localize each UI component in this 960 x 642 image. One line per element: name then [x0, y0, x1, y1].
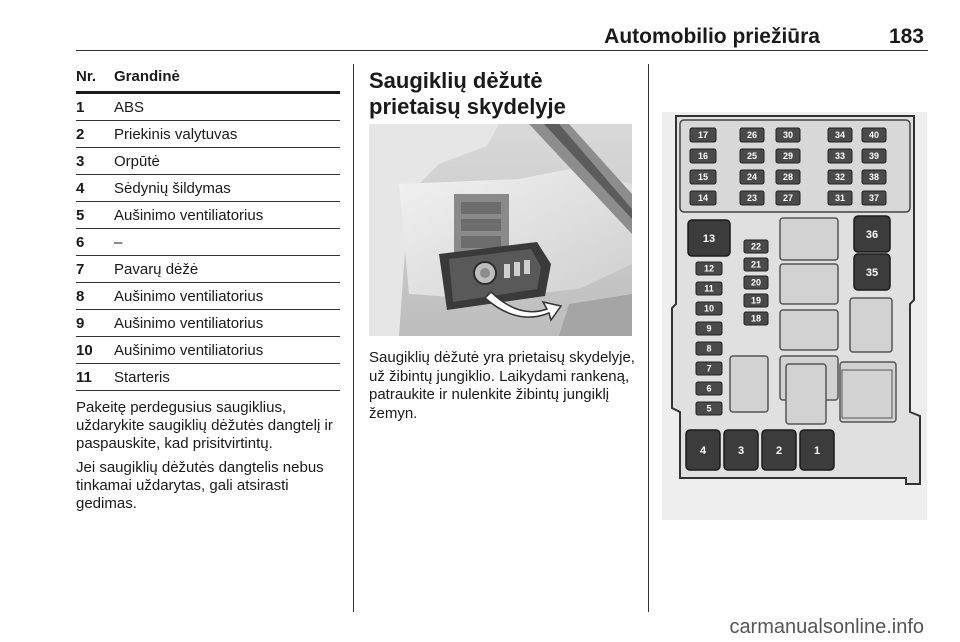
circuit-name: Pavarų dėžė [114, 256, 340, 283]
fuse-label: 22 [750, 241, 762, 252]
fuse-table [76, 66, 340, 391]
table-row [76, 93, 340, 121]
empty-slot [730, 356, 768, 412]
circuit-name: Orpūtė [114, 148, 340, 175]
relay-label: 36 [865, 228, 879, 241]
fuse-label: 33 [834, 150, 846, 161]
fuse-number: 5 [76, 202, 114, 229]
table-row [76, 121, 340, 148]
section-title: Saugiklių dėžutė prietaisų skydelyje [369, 68, 566, 119]
column-divider-right [648, 64, 649, 612]
circuit-name: – [114, 229, 340, 256]
fuse-label: 19 [750, 295, 762, 306]
fuse-label: 31 [834, 192, 846, 203]
relay-label: 35 [865, 266, 879, 279]
table-row [76, 175, 340, 202]
circuit-name: Aušinimo ventiliatorius [114, 310, 340, 337]
fuse-label: 25 [746, 150, 758, 161]
fuse-table-header [76, 66, 340, 93]
fuse-table-body [76, 93, 340, 391]
fuse-label: 8 [706, 343, 712, 354]
table-row [76, 229, 340, 256]
table-row [76, 337, 340, 364]
fuse-label: 37 [868, 192, 880, 203]
circuit-name: Sėdynių šildymas [114, 175, 340, 202]
fuse-number: 3 [76, 148, 114, 175]
fuse-label: 39 [868, 150, 880, 161]
table-row [76, 256, 340, 283]
column-divider-left [353, 64, 354, 612]
table-row [76, 310, 340, 337]
section-caption: Saugiklių dėžutė yra prietaisų skydelyje, už žibintų jungiklio. Laikydami rankeną, patraukite ir nulenkite žibintų jungiklį žemyn. [369, 349, 635, 422]
circuit-name: ABS [114, 93, 340, 121]
fuse-label: 14 [697, 192, 709, 203]
circuit-name: Aušinimo ventiliatorius [114, 283, 340, 310]
fuse-label: 9 [706, 323, 712, 334]
circuit-name: Aušinimo ventiliatorius [114, 337, 340, 364]
fuse-label: 32 [834, 171, 846, 182]
fuse-label: 16 [697, 150, 709, 161]
fuse-number: 2 [76, 121, 114, 148]
fuse-label: 15 [697, 171, 709, 182]
fuse-label: 5 [706, 403, 712, 414]
empty-slot [780, 310, 838, 350]
fuse-label: 21 [750, 259, 762, 270]
fuse-label: 27 [782, 192, 794, 203]
empty-slot [780, 264, 838, 304]
fuse-label: 26 [746, 129, 758, 140]
fuse-label: 23 [746, 192, 758, 203]
page-number: 183 [888, 25, 924, 48]
fuse-label: 12 [703, 263, 715, 274]
fuse-label: 18 [750, 313, 762, 324]
footer-watermark: carmanualsonline.info [729, 616, 924, 638]
circuit-name: Aušinimo ventiliatorius [114, 202, 340, 229]
column-header-nr: Nr. [76, 66, 114, 93]
empty-slot [780, 218, 838, 260]
fuse-number: 4 [76, 175, 114, 202]
empty-slot [840, 362, 896, 422]
relay-label: 13 [702, 232, 716, 245]
circuit-name: Starteris [114, 364, 340, 391]
fuse-label: 6 [706, 383, 712, 394]
fuse-label: 24 [746, 171, 758, 182]
table-row [76, 283, 340, 310]
fuse-number: 8 [76, 283, 114, 310]
fuse-number: 10 [76, 337, 114, 364]
fuse-number: 9 [76, 310, 114, 337]
header-divider [76, 50, 928, 51]
paragraph-cover-warning: Jei saugiklių dėžutės dangtelis nebus tinkamai uždarytas, gali atsirasti gedimas. [76, 459, 324, 512]
relay-label: 2 [775, 444, 783, 457]
fuse-label: 17 [697, 129, 709, 140]
page-header-title: Automobilio priežiūra [604, 25, 820, 48]
fuse-label: 30 [782, 129, 794, 140]
fuse-label: 29 [782, 150, 794, 161]
relay-label: 4 [699, 444, 707, 457]
empty-slot [850, 298, 892, 352]
fuse-label: 34 [834, 129, 846, 140]
fuse-label: 38 [868, 171, 880, 182]
fuse-label: 10 [703, 303, 715, 314]
fuse-number: 1 [76, 93, 114, 121]
fuse-label: 7 [706, 363, 712, 374]
circuit-name: Priekinis valytuvas [114, 121, 340, 148]
paragraph-replace-fuses: Pakeitę perdegusius saugiklius, uždarykite saugiklių dėžutės dangtelį ir paspauskite, kad prisitvirtintų. [76, 399, 333, 452]
fuse-number: 7 [76, 256, 114, 283]
fuse-number: 11 [76, 364, 114, 391]
fuse-number: 6 [76, 229, 114, 256]
empty-slot [786, 364, 826, 424]
fuse-label: 11 [704, 283, 714, 294]
table-row [76, 148, 340, 175]
fuse-box-location-illustration [369, 124, 632, 336]
fuse-box-diagram [662, 112, 927, 520]
fuse-label: 40 [868, 129, 880, 140]
column-header-circuit: Grandinė [114, 66, 340, 93]
relay-label: 3 [737, 444, 745, 457]
fuse-label: 20 [750, 277, 762, 288]
relay-label: 1 [813, 444, 821, 457]
fuse-label: 28 [782, 171, 794, 182]
table-row [76, 364, 340, 391]
table-row [76, 202, 340, 229]
